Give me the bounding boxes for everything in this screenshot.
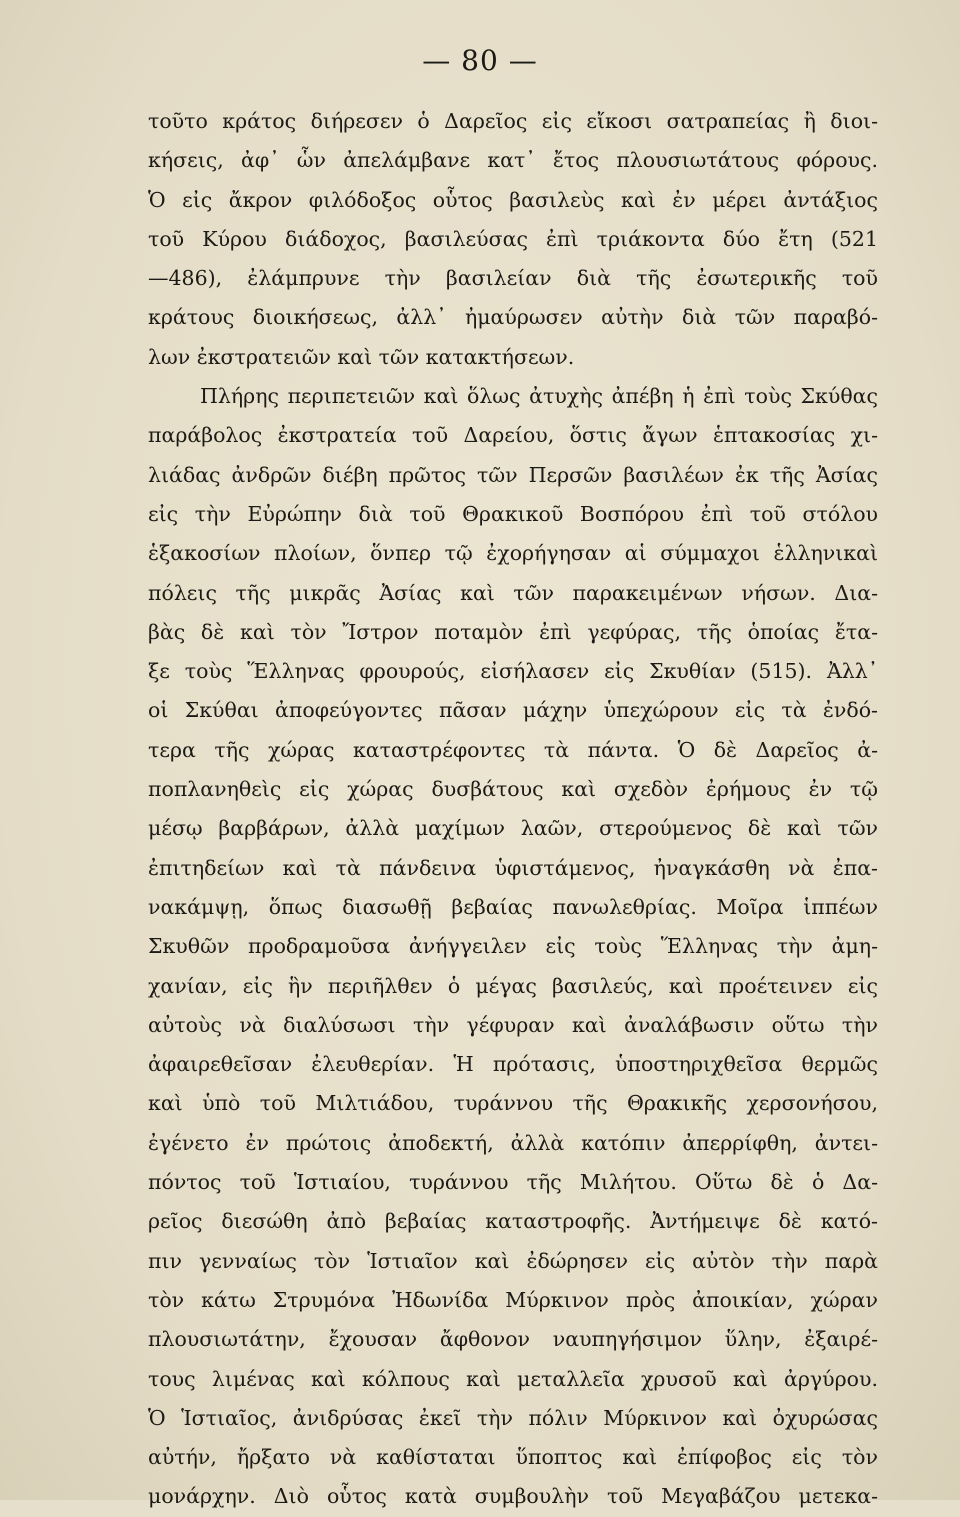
text-line: κράτους διοικήσεως, ἀλλ᾽ ἠμαύρωσεν αὐτὴν διὰ τῶν παραβό- — [148, 305, 878, 330]
text-line: τοῦ Κύρου διάδοχος, βασιλεύσας ἐπὶ τριάκοντα δύο ἔτη (521 — [148, 226, 878, 251]
text-line: μονάρχην. Διὸ οὗτος κατὰ συμβουλὴν τοῦ Μεγαβάζου μετεκα- — [148, 1484, 878, 1509]
text-line: αὐτοὺς νὰ διαλύσωσι τὴν γέφυραν καὶ ἀναλάβωσιν οὕτω τὴν — [148, 1012, 878, 1037]
text-line: τερα τῆς χώρας καταστρέφοντες τὰ πάντα. Ὁ δὲ Δαρεῖος ἀ- — [148, 737, 878, 762]
text-line: λιάδας ἀνδρῶν διέβη πρῶτος τῶν Περσῶν βασιλέων ἐκ τῆς Ἀσίας — [148, 462, 878, 487]
text-line: ἐγένετο ἐν πρώτοις ἀποδεκτή, ἀλλὰ κατόπιν ἀπερρίφθη, ἀντει- — [148, 1130, 878, 1155]
text-line: τὸν κάτω Στρυμόνα Ἠδωνίδα Μύρκινον πρὸς ἀποικίαν, χώραν — [148, 1287, 878, 1312]
text-line: Σκυθῶν προδραμοῦσα ἀνήγγειλεν εἰς τοὺς Ἕλληνας τὴν ἀμη- — [148, 934, 878, 959]
text-line: καὶ ὑπὸ τοῦ Μιλτιάδου, τυράννου τῆς Θρακικῆς χερσονήσου, — [148, 1091, 878, 1116]
text-line: Ὁ εἰς ἄκρον φιλόδοξος οὗτος βασιλεὺς καὶ ἐν μέρει ἀντάξιος — [148, 187, 878, 212]
text-line: πόλεις τῆς μικρᾶς Ἀσίας καὶ τῶν παρακειμένων νήσων. Δια- — [148, 580, 878, 605]
text-line: ἐπιτηδείων καὶ τὰ πάνδεινα ὑφιστάμενος, ἠναγκάσθη νὰ ἐπα- — [148, 855, 878, 880]
text-line: τοῦτο κράτος διήρεσεν ὁ Δαρεῖος εἰς εἴκοσι σατραπείας ἢ διοι- — [148, 109, 878, 133]
text-line: —486), ἐλάμπρυνε τὴν βασιλείαν διὰ τῆς ἐσωτερικῆς τοῦ — [148, 266, 878, 291]
text-line: εἰς τὴν Εὐρώπην διὰ τοῦ Θρακικοῦ Βοσπόρου ἐπὶ τοῦ στόλου — [148, 501, 878, 526]
text-line: νακάμψῃ, ὅπως διασωθῇ βεβαίας πανωλεθρίας. Μοῖρα ἱππέων — [148, 894, 878, 919]
text-line: πιν γενναίως τὸν Ἱστιαῖον καὶ ἐδώρησεν εἰς αὐτὸν τὴν παρὰ — [148, 1248, 878, 1273]
text-line: μέσῳ βαρβάρων, ἀλλὰ μαχίμων λαῶν, στερούμενος δὲ καὶ τῶν — [148, 816, 878, 841]
text-line: τους λιμένας καὶ κόλπους καὶ μεταλλεῖα χρυσοῦ καὶ ἀργύρου. — [148, 1366, 878, 1391]
text-line: Πλήρης περιπετειῶν καὶ ὅλως ἀτυχὴς ἀπέβη ἡ ἐπὶ τοὺς Σκύθας — [200, 384, 878, 409]
text-line: ξε τοὺς Ἕλληνας φρουρούς, εἰσήλασεν εἰς Σκυθίαν (515). Ἀλλ᾽ — [148, 659, 878, 684]
text-line: κήσεις, ἀφ᾽ ὧν ἀπελάμβανε κατ᾽ ἔτος πλουσιωτάτους φόρους. — [148, 148, 878, 173]
text-line: Ὁ Ἱστιαῖος, ἀνιδρύσας ἐκεῖ τὴν πόλιν Μύρκινον καὶ ὀχυρώσας — [148, 1405, 878, 1430]
text-line: χανίαν, εἰς ἣν περιῆλθεν ὁ μέγας βασιλεύς, καὶ προέτεινεν εἰς — [148, 973, 878, 998]
text-line: ποπλανηθεὶς εἰς χώρας δυσβάτους καὶ σχεδὸν ἐρήμους ἐν τῷ — [148, 777, 878, 802]
text-line: αὐτήν, ἤρξατο νὰ καθίσταται ὕποπτος καὶ ἐπίφοβος εἰς τὸν — [148, 1445, 878, 1470]
text-line: οἱ Σκύθαι ἀποφεύγοντες πᾶσαν μάχην ὑπεχώρουν εἰς τὰ ἐνδό- — [148, 698, 878, 723]
text-line: πόντος τοῦ Ἱστιαίου, τυράννου τῆς Μιλήτου. Οὕτω δὲ ὁ Δα- — [148, 1170, 878, 1195]
text-line: πλουσιωτάτην, ἔχουσαν ἄφθονον ναυπηγήσιμον ὕλην, ἐξαιρέ- — [148, 1327, 878, 1352]
text-line: ἑξακοσίων πλοίων, ὅνπερ τῷ ἐχορήγησαν αἱ σύμμαχοι ἑλληνικαὶ — [148, 541, 878, 566]
page-number: — 80 — — [422, 44, 538, 77]
text-line: βὰς δὲ καὶ τὸν Ἴστρον ποταμὸν ἐπὶ γεφύρας, τῆς ὁποίας ἔτα- — [148, 619, 878, 644]
text-line: λων ἐκστρατειῶν καὶ τῶν κατακτήσεων. — [148, 344, 575, 369]
text-line: παράβολος ἐκστρατεία τοῦ Δαρείου, ὅστις ἄγων ἑπτακοσίας χι- — [148, 423, 878, 448]
body-text — [148, 102, 878, 1517]
text-line: ρεῖος διεσώθη ἀπὸ βεβαίας καταστροφῆς. Ἀντήμειψε δὲ κατό- — [148, 1209, 878, 1234]
text-line: ἀφαιρεθεῖσαν ἐλευθερίαν. Ἡ πρότασις, ὑποστηριχθεῖσα θερμῶς — [148, 1052, 878, 1077]
